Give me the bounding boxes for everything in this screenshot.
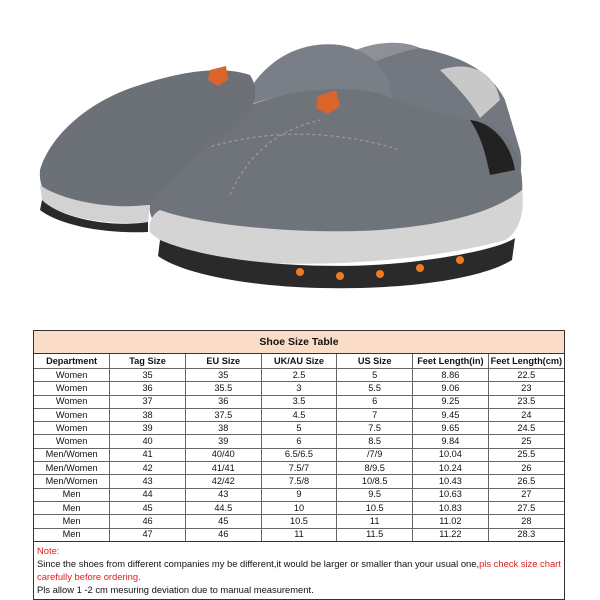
table-row: [34, 369, 564, 382]
table-cell: 24: [488, 408, 564, 421]
note-label: Note:: [37, 544, 60, 556]
table-cell: 35: [185, 369, 261, 382]
table-cell: 10.63: [413, 488, 489, 501]
table-row: [34, 515, 564, 528]
table-cell: 25.5: [488, 448, 564, 461]
table-cell: Women: [34, 382, 110, 395]
table-cell: 5: [261, 422, 337, 435]
table-cell: Men: [34, 488, 110, 501]
table-cell: 41: [110, 448, 186, 461]
table-cell: 7.5/7: [261, 462, 337, 475]
column-header: Feet Length(in): [413, 354, 489, 369]
table-cell: 9.65: [413, 422, 489, 435]
table-cell: 36: [110, 382, 186, 395]
table-cell: 7.5/8: [261, 475, 337, 488]
table-cell: 10.5: [337, 501, 413, 514]
table-cell: 8.86: [413, 369, 489, 382]
table-row: [34, 435, 564, 448]
note-line-1-text: Since the shoes from different companies my be different,it would be larger or smaller than your usual one,: [37, 557, 480, 569]
table-cell: 42/42: [185, 475, 261, 488]
table-row: [34, 488, 564, 501]
table-cell: 43: [110, 475, 186, 488]
table-cell: 9.84: [413, 435, 489, 448]
table-cell: 9: [261, 488, 337, 501]
table-cell: 3: [261, 382, 337, 395]
table-cell: 36: [185, 395, 261, 408]
size-table: [34, 354, 564, 541]
table-cell: 9.5: [337, 488, 413, 501]
table-cell: 44: [110, 488, 186, 501]
table-cell: 37: [110, 395, 186, 408]
table-cell: 23: [488, 382, 564, 395]
note-line-2: Pls allow 1 -2 cm mesuring deviation due to manual measurement.: [37, 583, 314, 595]
table-cell: 9.45: [413, 408, 489, 421]
table-row: [34, 448, 564, 461]
table-cell: 7.5: [337, 422, 413, 435]
table-cell: 35.5: [185, 382, 261, 395]
table-cell: 8.5: [337, 435, 413, 448]
column-header: UK/AU Size: [261, 354, 337, 369]
table-cell: Men/Women: [34, 462, 110, 475]
table-cell: 3.5: [261, 395, 337, 408]
table-cell: Women: [34, 408, 110, 421]
table-row: [34, 408, 564, 421]
table-row: [34, 501, 564, 514]
table-cell: 8/9.5: [337, 462, 413, 475]
table-cell: 41/41: [185, 462, 261, 475]
table-cell: 46: [110, 515, 186, 528]
table-cell: 37.5: [185, 408, 261, 421]
table-cell: 26: [488, 462, 564, 475]
table-cell: 35: [110, 369, 186, 382]
column-header: EU Size: [185, 354, 261, 369]
table-cell: 6.5/6.5: [261, 448, 337, 461]
table-cell: 42: [110, 462, 186, 475]
table-cell: Women: [34, 395, 110, 408]
table-cell: 26.5: [488, 475, 564, 488]
table-row: [34, 395, 564, 408]
notes: [34, 541, 564, 599]
table-cell: 5: [337, 369, 413, 382]
table-cell: Men: [34, 515, 110, 528]
table-cell: 11: [261, 528, 337, 541]
table-cell: 2.5: [261, 369, 337, 382]
table-title: Shoe Size Table: [34, 331, 564, 354]
table-cell: 45: [185, 515, 261, 528]
table-cell: 22.5: [488, 369, 564, 382]
table-cell: 5.5: [337, 382, 413, 395]
table-cell: 11.5: [337, 528, 413, 541]
table-header-row: [34, 354, 564, 369]
table-cell: 39: [110, 422, 186, 435]
table-cell: Men: [34, 528, 110, 541]
table-cell: 9.25: [413, 395, 489, 408]
table-cell: 27.5: [488, 501, 564, 514]
table-row: [34, 475, 564, 488]
column-header: US Size: [337, 354, 413, 369]
table-cell: 11.22: [413, 528, 489, 541]
table-cell: 7: [337, 408, 413, 421]
table-cell: Women: [34, 369, 110, 382]
table-cell: 6: [261, 435, 337, 448]
table-cell: 11.02: [413, 515, 489, 528]
note-line-1: [37, 557, 561, 583]
table-cell: Women: [34, 435, 110, 448]
table-cell: 46: [185, 528, 261, 541]
table-cell: 40: [110, 435, 186, 448]
table-row: [34, 462, 564, 475]
table-cell: /7/9: [337, 448, 413, 461]
table-cell: 23.5: [488, 395, 564, 408]
table-cell: 45: [110, 501, 186, 514]
table-cell: 9.06: [413, 382, 489, 395]
column-header: Department: [34, 354, 110, 369]
table-cell: 39: [185, 435, 261, 448]
table-row: [34, 382, 564, 395]
table-row: [34, 422, 564, 435]
table-cell: 10.04: [413, 448, 489, 461]
table-cell: 4.5: [261, 408, 337, 421]
column-header: Tag Size: [110, 354, 186, 369]
table-cell: 38: [185, 422, 261, 435]
table-cell: 10: [261, 501, 337, 514]
table-row: [34, 528, 564, 541]
table-body: [34, 369, 564, 541]
table-cell: 43: [185, 488, 261, 501]
table-cell: 10.5: [261, 515, 337, 528]
table-cell: Women: [34, 422, 110, 435]
table-cell: 44.5: [185, 501, 261, 514]
table-cell: 28: [488, 515, 564, 528]
size-chart: [33, 330, 565, 600]
table-cell: 47: [110, 528, 186, 541]
table-cell: 27: [488, 488, 564, 501]
table-cell: Men: [34, 501, 110, 514]
table-cell: 10.83: [413, 501, 489, 514]
table-cell: Men/Women: [34, 475, 110, 488]
table-cell: 6: [337, 395, 413, 408]
table-cell: 28.3: [488, 528, 564, 541]
note-line-1-warning: pls check size chart carefully before ordering.: [37, 557, 561, 582]
table-cell: 10.43: [413, 475, 489, 488]
table-cell: 25: [488, 435, 564, 448]
table-cell: Men/Women: [34, 448, 110, 461]
column-header: Feet Length(cm): [488, 354, 564, 369]
table-cell: 11: [337, 515, 413, 528]
table-cell: 10/8.5: [337, 475, 413, 488]
table-cell: 40/40: [185, 448, 261, 461]
table-cell: 24.5: [488, 422, 564, 435]
table-cell: 10.24: [413, 462, 489, 475]
table-cell: 38: [110, 408, 186, 421]
